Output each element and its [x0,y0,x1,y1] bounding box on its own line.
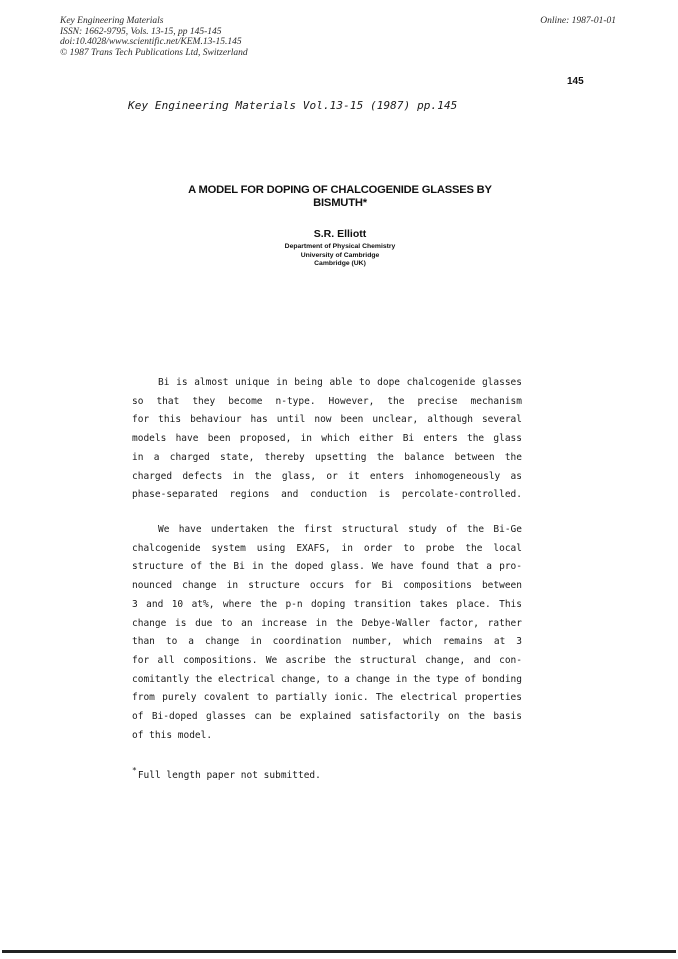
affiliation [128,243,552,269]
title-line: BISMUTH* [313,197,367,209]
text-line: from purely covalent to partially ionic. The electrical properties [132,692,522,704]
page-bottom-rule [2,950,676,953]
journal-volume-line: Key Engineering Materials Vol.13-15 (1987) pp.145 [128,99,458,112]
issn-line: ISSN: 1662-9795, Vols. 13-15, pp 145-145 [60,26,222,37]
doi-line: doi:10.4028/www.scientific.net/KEM.13-15.145 [60,37,242,48]
abstract-paragraph-1 [132,374,522,505]
text-line: chalcogenide system using EXAFS, in order to probe the local [132,542,522,554]
title-line: A MODEL FOR DOPING OF CHALCOGENIDE GLASSES BY [188,184,492,196]
text-line: of this model. [132,729,213,741]
text-line: in a charged state, thereby upsetting the balance between the [132,451,522,463]
page-number: 145 [567,76,584,87]
text-line: charged defects in the glass, or it enters inhomogeneously as [132,470,522,482]
citation-header [60,16,248,58]
text-line: than to a change in coordination number, which remains at 3 [132,636,522,648]
text-line: for this behaviour has until now been unclear, although several [132,414,522,426]
text-line: nounced change in structure occurs for Bi compositions between [132,580,522,592]
text-line: 3 and 10 at%, where the p-n doping transition takes place. This [132,598,522,610]
paper-title [128,184,552,210]
footnote-mark: * [132,766,137,775]
affiliation-line: Department of Physical Chemistry [284,243,396,250]
text-line: We have undertaken the first structural study of the Bi-Ge [158,524,522,535]
copyright-line: © 1987 Trans Tech Publications Ltd, Switzerland [60,47,248,58]
affiliation-line: University of Cambridge [300,251,380,259]
text-line: structure of the Bi in the doped glass. We have found that a pro- [132,561,522,573]
text-line: phase-separated regions and conduction is percolate-controlled. [132,489,522,501]
journal-name: Key Engineering Materials [60,16,164,26]
text-line: models have been proposed, in which either Bi enters the glass [132,433,522,445]
text-line: change is due to an increase in the Debye-Waller factor, rather [132,617,522,629]
text-line: for all compositions. We ascribe the structural change, and con- [132,654,522,666]
author-name: S.R. Elliott [313,228,367,240]
abstract-paragraph-2 [132,521,522,745]
text-line: of Bi-doped glasses can be explained satisfactorily on the basis [132,711,522,723]
affiliation-line: Cambridge (UK) [314,260,366,268]
text-line: Bi is almost unique in being able to dope chalcogenide glasses [158,377,522,388]
online-date: Online: 1987-01-01 [540,16,616,26]
text-line: so that they become n-type. However, the precise mechanism [132,395,522,407]
footnote [132,766,321,781]
footnote-text: Full length paper not submitted. [137,770,321,781]
text-line: comitantly the electrical change, to a change in the type of bonding [132,673,522,685]
